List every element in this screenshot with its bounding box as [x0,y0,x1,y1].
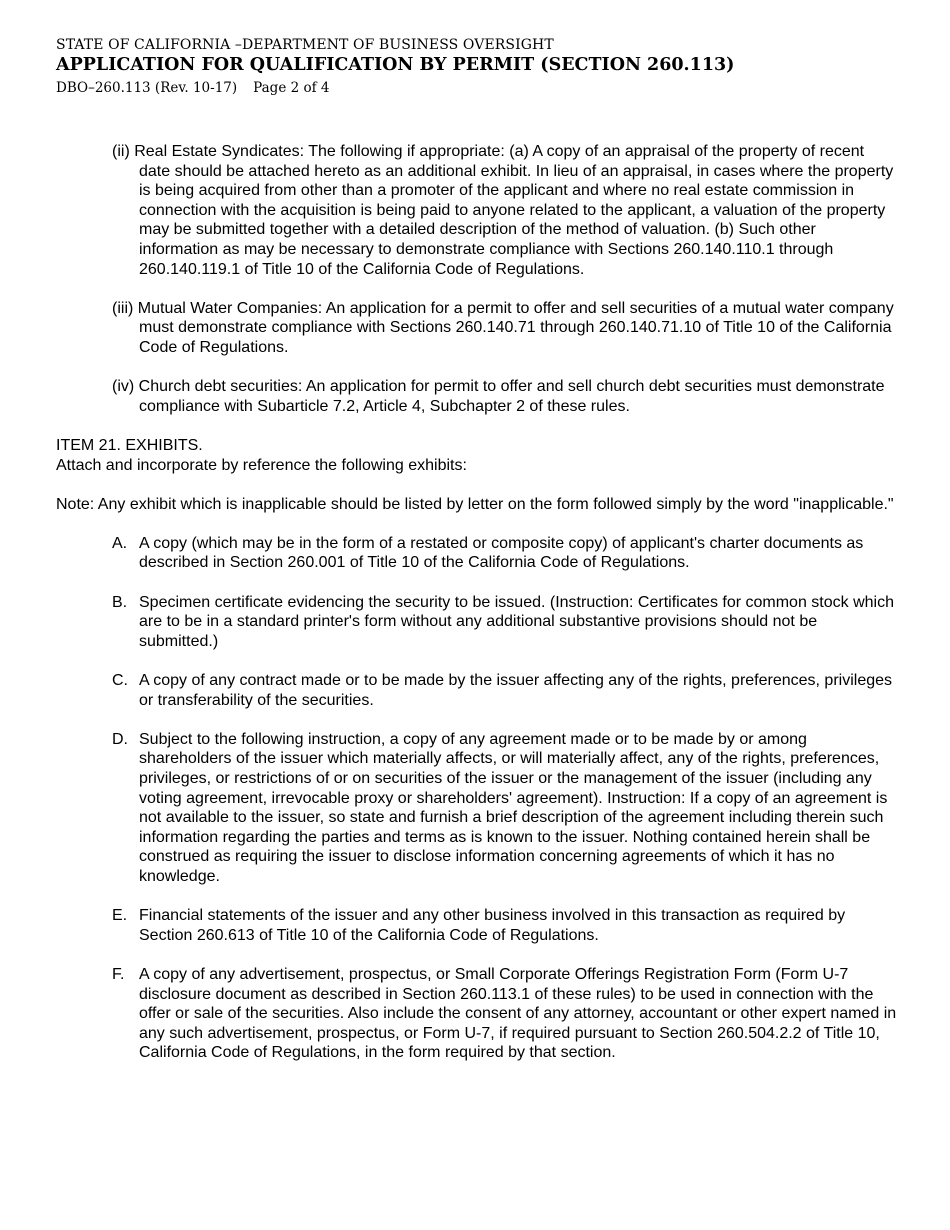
exhibit-f [112,965,898,1063]
exhibit-text: A copy (which may be in the form of a restated or composite copy) of applicant's charter documents as described in Section 260.001 of Title 10 of the California Code of Regulations. [139,534,864,572]
exhibit-letter: A. [112,534,128,552]
item-21-note: Note: Any exhibit which is inapplicable should be listed by letter on the form followed simply by the word "inapplicable." [56,495,894,513]
form-number: DBO–260.113 (Rev. 10-17) [56,80,238,96]
exhibit-text: A copy of any advertisement, prospectus, or Small Corporate Offerings Registration Form (Form U-7 disclosure document as described in Section 260.113.1 of these rules) to be used in connection with the offer or sale of the securities. Also include the consent of any attorney, accountant or other expert named in any such advertisement, prospectus, or Form U-7, if required pursuant to Section 260.504.2.2 of Title 10, California Code of Regulations, in the form required by that section. [139,965,897,1062]
exhibit-text: Subject to the following instruction, a copy of any agreement made or to be made by or among shareholders of the issuer which materially affects, or will materially affect, any of the rights, preferences, privileges, or restrictions of or on securities of the issuer or the management of the issuer (including any voting agreement, irrevocable proxy or shareholders' agreement). Instruction: If a copy of an agreement is not available to the issuer, so state and furnish a brief description of the agreement including therein such information regarding the parties and terms as is known to the issuer. Nothing contained herein shall be construed as requiring the issuer to disclose information concerning agreements of which it has no knowledge. [139,730,888,885]
form-title: APPLICATION FOR QUALIFICATION BY PERMIT (SECTION 260.113) [56,55,735,75]
exhibit-b [112,593,898,652]
page-body [56,142,898,1063]
exhibit-letter: C. [112,672,128,690]
agency-name: STATE OF CALIFORNIA –DEPARTMENT OF BUSINESS OVERSIGHT [56,37,554,53]
exhibit-a [112,534,898,573]
exhibit-text: Specimen certificate evidencing the security to be issued. (Instruction: Certificates for common stock which are to be in a standard printer's form without any additional substantive provisions should not be submitted.) [139,593,894,650]
exhibit-letter: D. [112,730,128,748]
page-header [56,36,734,100]
exhibit-text: Financial statements of the issuer and any other business involved in this transaction as required by Section 260.613 of Title 10 of the California Code of Regulations. [139,907,846,944]
page-number: Page 2 of 4 [253,80,330,96]
item-21-heading: ITEM 21. EXHIBITS. [56,436,203,454]
subsection-mutual-water-companies: (iii) Mutual Water Companies: An application for a permit to offer and sell securities of a mutual water company must demonstrate compliance with Sections 260.140.71 through 260.140.71.10 of Title 10 of the California Code of Regulations. [112,299,894,356]
item-21-intro: Attach and incorporate by reference the following exhibits: [56,456,467,474]
exhibit-e [112,906,898,945]
exhibit-text: A copy of any contract made or to be made by the issuer affecting any of the rights, preferences, privileges or transferability of the securities. [139,672,893,709]
form-info-line [56,76,734,100]
exhibit-letter: F. [112,965,125,983]
subsection-church-debt-securities: (iv) Church debt securities: An application for permit to offer and sell church debt securities must demonstrate compliance with Subarticle 7.2, Article 4, Subchapter 2 of these rules. [112,378,885,415]
exhibit-d [112,730,898,887]
subsection-real-estate-syndicates: (ii) Real Estate Syndicates: The following if appropriate: (a) A copy of an appraisal of the property of recent date should be attached hereto as an additional exhibit. In lieu of an appraisal, in cases where the property is being acquired from other than a promoter of the applicant and where no real estate commission in connection with the acquisition is being paid to anyone related to the applicant, a valuation of the property may be submitted together with a detailed description of the method of valuation. (b) Such other information as may be necessary to demonstrate compliance with Sections 260.140.110.1 through 260.140.119.1 of Title 10 of the California Code of Regulations. [112,143,894,278]
exhibit-c [112,671,898,710]
exhibit-letter: B. [112,593,128,611]
exhibit-letter: E. [112,907,128,925]
